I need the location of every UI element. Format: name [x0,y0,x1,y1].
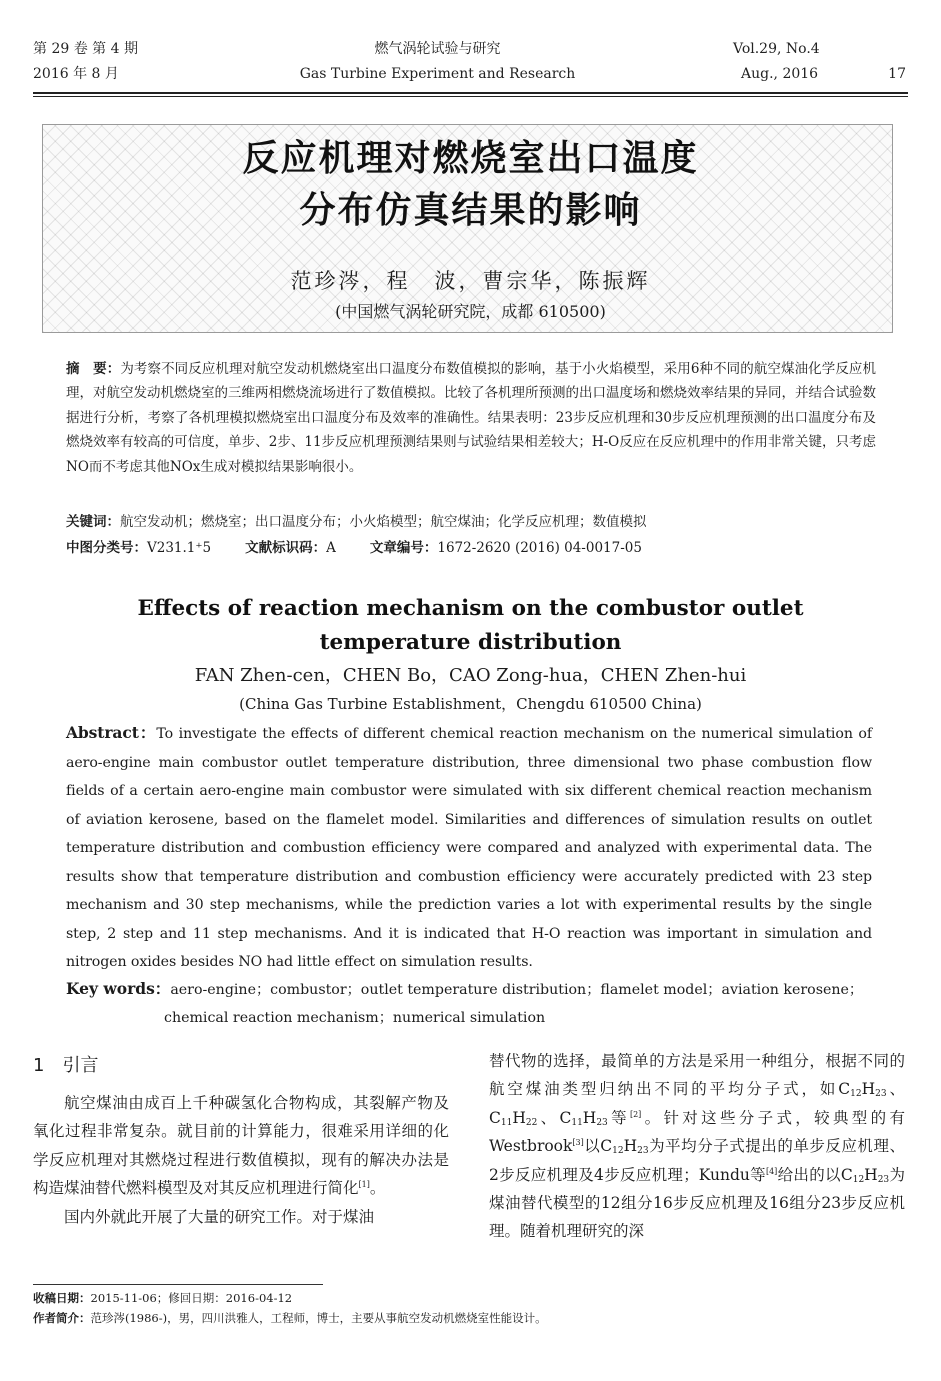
header-rule [33,92,908,94]
received-label: 收稿日期： [33,1291,91,1305]
clc-value: V231.1⁺5 [147,540,212,556]
en-authors: FAN Zhen-cen，CHEN Bo，CAO Zong-hua，CHEN Zhen-hui [194,665,747,686]
en-keywords-line1: aero-engine；combustor；outlet temperature distribution；flamelet model；aviation kerosene； [170,982,864,998]
citation-4: [4] [765,1166,778,1176]
en-title-line1: Effects of reaction mechanism on the combustor outlet [137,596,804,621]
header-journal-cn: 燃气涡轮试验与研究 [374,41,501,57]
cn-keywords-text: 航空发动机；燃烧室；出口温度分布；小火焰模型；航空煤油；化学反应机理；数值模拟 [120,514,647,530]
header-volume-en: Vol.29, No.4 [733,41,820,57]
body-text: 为平均分子式提出的单步反应机理、2步反应机理及4步反应机理；Kundu等 [489,1137,905,1184]
citation-3: [3] [572,1138,584,1148]
en-affiliation: (China Gas Turbine Establishment，Chengdu 610500 China) [239,695,702,713]
cn-abstract [66,357,876,479]
body-paragraph: 替代物的选择，最简单的方法是采用一种组分，根据不同的航空煤油类型归纳出不同的平均分子式，如$C_{12}H_{23}$、$C_{11}H_{22}$、$C_{11}H_{23}$等[2]。针对这些分子式，较典型的有Westbrook[3]以$C_{12}H_{23}$为平均分子式提出的单步反应机理、2步反应机理及4步反应机理；Kundu等[4]给出的以$C_{12}H_{23}$为煤油替代模型的12组分16步反应机理及16组分23步反应机理。随着机理研究的深 [489,1052,905,1241]
en-abstract-label: Abstract： [66,723,157,742]
body-right-column [489,1047,905,1246]
cn-title-line1: 反应机理对燃烧室出口温度 [242,138,699,179]
citation-1: [1] [358,1180,370,1190]
section-title: 1 引言 [33,1055,99,1076]
body-text: 航空煤油由成百上千种碳氢化合物构成，其裂解产物及氧化过程非常复杂。就目前的计算能力，很难采用详细的化学反应机理对其燃烧过程进行数值模拟，现有的解决办法是构造煤油替代燃料模型及对其反应机理进行简化 [33,1094,449,1198]
cn-keywords-label: 关键词： [66,514,120,530]
body-text: 。针对这些分子式，较典型的有Westbrook [489,1108,905,1156]
en-abstract-text: To investigate the effects of different chemical reaction mechanism on the numerical simulation of aero-engine main combustor outlet temperature distribution, three dimensional two phase combustion flow fields of a certain aero-engine main combustor were simulated with six different chemical reaction mechanism of aviation kerosene, based on the flamelet model. Similarities and differences of simulation results on outlet temperature distribution and combustion efficiency were compared and analyzed with experimental data. The results show that temperature distribution and combustion efficiency were accurately predicted with 23 step mechanism and 30 step mechanisms, while the prediction varies a lot with experimental results by the single step, 2 step and 11 step mechanisms. And it is indicated that H-O reaction was important in simulation and nitrogen oxides besides NO had little effect on simulation results. [66,726,872,970]
author-bio-label: 作者简介： [33,1311,91,1325]
body-text: 以C [583,1137,613,1156]
author-bio-value: 范珍涔(1986-)，男，四川洪雅人，工程师，博士，主要从事航空发动机燃烧室性能设计。 [90,1311,547,1325]
body-paragraph [33,1089,449,1203]
body-text: 替代物的选择，最简单的方法是采用一种组分，根据不同的航空煤油类型归纳出不同的平均分子式，如C [489,1052,905,1099]
footnote-author [33,1308,547,1328]
header-rule-thin [33,96,908,97]
cn-classification [66,536,642,560]
doc-code-label: 文献标识码： [245,540,327,556]
en-keywords-line2: chemical reaction mechanism；numerical simulation [164,1010,546,1026]
cn-abstract-label: 摘 要： [66,361,121,377]
cn-affiliation: (中国燃气涡轮研究院，成都 610500) [335,302,606,321]
footnote-rule [33,1284,323,1285]
cn-title-line2: 分布仿真结果的影响 [299,190,642,231]
body-paragraph [33,1203,449,1231]
cn-abstract-text: 为考察不同反应机理对航空发动机燃烧室出口温度分布数值模拟的影响，基于小火焰模型，采用6种不同的航空煤油化学反应机理，对航空发动机燃烧室的三维两相燃烧流场进行了数值模拟。比较了各机理所预测的出口温度场和燃烧效率结果的异同，并结合试验数据进行分析，考察了各机理模拟燃烧室出口温度分布及效率的准确性。结果表明：23步反应机理和30步反应机理预测的出口温度分布及燃烧效率有较高的可信度，单步、2步、11步反应机理预测结果则与试验结果相差较大；H-O反应在反应机理中的作用非常关键，只考虑NO而不考虑其他NOx生成对模拟结果影响很小。 [66,361,877,475]
header-date-en: Aug., 2016 [741,66,819,82]
en-title-line2: temperature distribution [319,630,622,655]
en-abstract [66,719,872,977]
citation-2: [2] [629,1109,642,1119]
cn-authors: 范珍涔，程 波，曹宗华，陈振辉 [290,269,651,293]
clc-label: 中图分类号： [66,540,147,556]
cn-keywords [66,510,647,534]
en-keywords [66,975,876,1032]
body-text: 。 [369,1179,386,1198]
body-text: 国内外就此开展了大量的研究工作。对于煤油 [64,1207,375,1226]
article-no-label: 文章编号： [369,540,438,556]
page-number: 17 [888,66,906,82]
header-date-cn: 2016 年 8 月 [33,66,119,82]
doc-code-value: A [326,540,336,556]
received-value: 2015-11-06；修回日期：2016-04-12 [90,1291,293,1305]
en-keywords-label: Key words： [66,979,171,998]
header-journal-en: Gas Turbine Experiment and Research [299,66,576,82]
body-text: 等 [607,1108,630,1127]
article-no-value: 1672-2620 (2016) 04-0017-05 [437,540,642,556]
body-text: 给出的以C [777,1165,853,1184]
header-volume-cn: 第 29 卷 第 4 期 [33,41,138,57]
footnote-received [33,1288,292,1308]
body-left-column [33,1089,449,1231]
body-text: 为煤油替代模型的12组分16步反应机理及16组分23步反应机理。随着机理研究的深 [489,1165,905,1241]
